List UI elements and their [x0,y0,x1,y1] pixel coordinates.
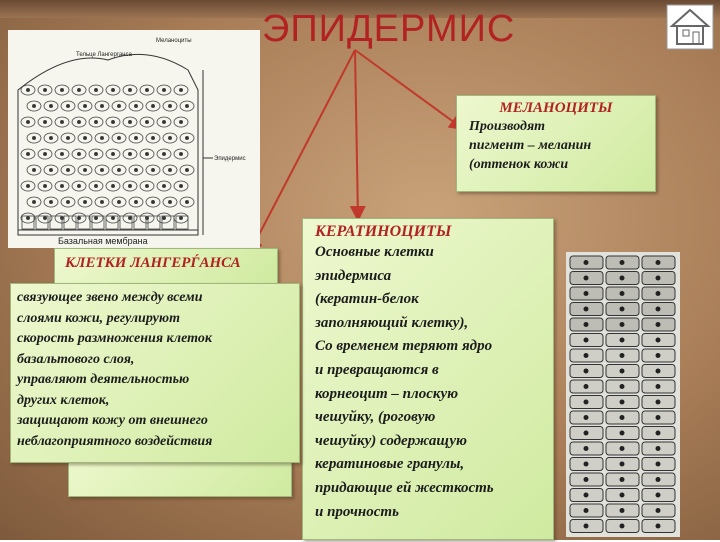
diagram-cell-nucleus [83,200,86,203]
diagram-cell-nucleus [168,200,171,203]
histology-nucleus [656,431,661,436]
langerhans-line: других клеток, [17,392,110,408]
histology-nucleus [620,338,625,343]
keratinocytes-line: эпидермиса [315,267,392,284]
diagram-cell-nucleus [43,184,46,187]
diagram-cell-nucleus [185,200,188,203]
diagram-cell-nucleus [134,104,137,107]
histology-nucleus [584,477,589,482]
histology-nucleus [656,462,661,467]
diagram-cell-nucleus [94,120,97,123]
diagram-cell-nucleus [151,168,154,171]
diagram-cell-nucleus [111,216,114,219]
histology-nucleus [620,493,625,498]
diagram-cell-nucleus [145,184,148,187]
diagram-cell-nucleus [100,200,103,203]
langerhans-text [11,288,299,452]
diagram-cell-nucleus [162,120,165,123]
histology-nucleus [656,400,661,405]
melanocytes-text [457,117,655,174]
histology-nucleus [656,524,661,529]
diagram-cell-nucleus [77,184,80,187]
diagram-cell-nucleus [43,120,46,123]
diagram-cell-nucleus [179,120,182,123]
histology-nucleus [584,524,589,529]
histology-nucleus [584,384,589,389]
langerhans-line: скорость размножения клеток [17,331,212,346]
diagram-cell-nucleus [100,136,103,139]
histology-nucleus [656,369,661,374]
diagram-cell-nucleus [134,200,137,203]
melanocytes-box [456,95,656,192]
keratinocytes-line: корнеоцит – плоскую [315,385,459,402]
diagram-cell-nucleus [179,88,182,91]
diagram-cell-nucleus [49,168,52,171]
histology-nucleus [584,338,589,343]
histology-nucleus [620,276,625,281]
diagram-cell-nucleus [185,168,188,171]
histology-nucleus [584,276,589,281]
diagram-cell-nucleus [49,136,52,139]
diagram-cell-nucleus [77,88,80,91]
diagram-cell-nucleus [83,168,86,171]
diagram-label-langerhans-body: Тельце Лангерганса [76,52,132,58]
diagram-cell-nucleus [168,168,171,171]
diagram-label-melanocytes: Меланоциты [156,38,192,44]
diagram-cell-nucleus [94,88,97,91]
diagram-cell-nucleus [66,200,69,203]
histology-nucleus [584,322,589,327]
diagram-cell-nucleus [179,216,182,219]
histology-image [566,252,680,537]
diagram-cell-nucleus [111,88,114,91]
arrow-to-keratinocytes [355,50,358,218]
histology-nucleus [656,260,661,265]
diagram-cell-nucleus [134,168,137,171]
langerhans-line: связующее звено между всеми [17,290,203,305]
histology-nucleus [584,462,589,467]
keratinocytes-line: чешуйку, (роговую [315,409,436,426]
diagram-cell-nucleus [32,136,35,139]
diagram-cell-nucleus [77,120,80,123]
histology-nucleus [656,446,661,451]
histology-nucleus [656,493,661,498]
keratinocytes-line: кератиновые гранулы, [315,456,465,473]
histology-nucleus [620,353,625,358]
histology-nucleus [656,384,661,389]
diagram-cell-nucleus [128,88,131,91]
langerhans-line: управляют деятельностью [17,372,190,387]
histology-nucleus [584,400,589,405]
diagram-cell-nucleus [32,200,35,203]
histology-nucleus [656,307,661,312]
diagram-cell-nucleus [100,168,103,171]
diagram-cell-nucleus [134,136,137,139]
keratinocytes-box [302,218,554,540]
diagram-label-basal-membrane: Базальная мембрана [58,236,148,246]
keratinocytes-line: и прочность [315,503,399,520]
diagram-cell-nucleus [179,184,182,187]
diagram-cell-nucleus [94,152,97,155]
keratinocytes-line: и превращаются в [315,361,439,378]
diagram-cell-nucleus [128,120,131,123]
langerhans-line: базальтового слоя, [17,351,135,367]
histology-nucleus [620,384,625,389]
histology-nucleus [656,508,661,513]
histology-nucleus [584,291,589,296]
histology-nucleus [584,415,589,420]
melanocytes-line: Производят [469,119,546,134]
diagram-cell-nucleus [128,152,131,155]
histology-nucleus [620,400,625,405]
diagram-cell-nucleus [66,168,69,171]
langerhans-heading-box [54,248,278,284]
melanocytes-line: пигмент – меланин [469,138,592,153]
diagram-cell-nucleus [60,88,63,91]
diagram-cell-nucleus [111,120,114,123]
diagram-cell-nucleus [117,104,120,107]
diagram-cell-nucleus [26,152,29,155]
diagram-cell-nucleus [168,136,171,139]
histology-nucleus [656,477,661,482]
keratinocytes-line: Со временем теряют ядро [315,338,493,355]
diagram-cell-nucleus [100,104,103,107]
melanocytes-line: (оттенок кожи [469,157,569,172]
diagram-cell-nucleus [26,88,29,91]
diagram-cell-nucleus [185,104,188,107]
diagram-cell-nucleus [111,152,114,155]
histology-nucleus [584,260,589,265]
histology-nucleus [656,276,661,281]
diagram-cell-nucleus [128,216,131,219]
langerhans-line: защищают кожу от внешнего [17,413,208,428]
histology-nucleus [656,415,661,420]
diagram-label-epidermis: Эпидермис [214,156,246,162]
diagram-cell-nucleus [60,120,63,123]
melanocytes-heading: МЕЛАНОЦИТЫ [499,100,613,116]
histology-nucleus [656,322,661,327]
diagram-cell-nucleus [66,136,69,139]
diagram-cell-nucleus [151,136,154,139]
histology-nucleus [620,431,625,436]
histology-nucleus [584,446,589,451]
diagram-cell-nucleus [32,104,35,107]
keratinocytes-heading: КЕРАТИНОЦИТЫ [315,223,452,240]
histology-nucleus [620,462,625,467]
histology-nucleus [620,524,625,529]
histology-nucleus [656,353,661,358]
histology-nucleus [656,338,661,343]
diagram-cell-nucleus [151,200,154,203]
epidermis-diagram [8,30,260,248]
histology-nucleus [620,322,625,327]
histology-nucleus [620,260,625,265]
diagram-cell-nucleus [94,184,97,187]
diagram-cell-nucleus [26,120,29,123]
keratinocytes-line: Основные клетки [315,244,434,260]
diagram-cell-nucleus [162,216,165,219]
histology-nucleus [584,431,589,436]
histology-nucleus [656,291,661,296]
histology-nucleus [620,415,625,420]
diagram-cell-nucleus [43,216,46,219]
histology-nucleus [620,477,625,482]
diagram-cell-nucleus [83,104,86,107]
diagram-cell-nucleus [117,168,120,171]
diagram-cell-nucleus [128,184,131,187]
langerhans-line: слоями кожи, регулируют [17,310,180,326]
histology-nucleus [584,369,589,374]
keratinocytes-text [303,241,553,524]
histology-nucleus [584,307,589,312]
histology-nucleus [620,508,625,513]
diagram-cell-nucleus [83,136,86,139]
diagram-cell-nucleus [32,168,35,171]
histology-nucleus [584,508,589,513]
histology-nucleus [620,446,625,451]
diagram-cell-nucleus [26,216,29,219]
diagram-cell-nucleus [94,216,97,219]
diagram-cell-nucleus [43,152,46,155]
diagram-cell-nucleus [162,88,165,91]
diagram-cell-nucleus [185,136,188,139]
diagram-cell-nucleus [162,152,165,155]
diagram-cell-nucleus [162,184,165,187]
histology-nucleus [584,493,589,498]
diagram-cell-nucleus [77,152,80,155]
keratinocytes-line: придающие ей жесткость [315,479,494,496]
diagram-cell-nucleus [60,152,63,155]
histology-nucleus [620,369,625,374]
histology-nucleus [620,307,625,312]
diagram-cell-nucleus [145,120,148,123]
diagram-cell-nucleus [43,88,46,91]
diagram-cell-nucleus [111,184,114,187]
histology-nucleus [584,353,589,358]
diagram-cell-nucleus [49,104,52,107]
diagram-cell-nucleus [49,200,52,203]
diagram-cell-nucleus [117,200,120,203]
histology-nucleus [620,291,625,296]
keratinocytes-line: чешуйку) содержащую [315,432,467,449]
arrow-to-melanocytes [355,50,462,128]
langerhans-line: неблагоприятного воздействия [17,433,213,449]
langerhans-box [10,283,300,463]
diagram-cell-nucleus [117,136,120,139]
diagram-cell-nucleus [145,152,148,155]
diagram-cell-nucleus [168,104,171,107]
keratinocytes-line: (кератин-белок [315,291,419,308]
diagram-cell-nucleus [151,104,154,107]
keratinocytes-line: заполняющий клетку), [315,314,469,331]
diagram-cell-nucleus [145,88,148,91]
diagram-cell-nucleus [26,184,29,187]
diagram-cell-nucleus [179,152,182,155]
diagram-cell-nucleus [60,184,63,187]
slide-title: ЭПИДЕРМИС [262,8,516,50]
diagram-cell-nucleus [66,104,69,107]
langerhans-heading: КЛЕТКИ ЛАНГЕРЃАНСА [65,255,241,271]
